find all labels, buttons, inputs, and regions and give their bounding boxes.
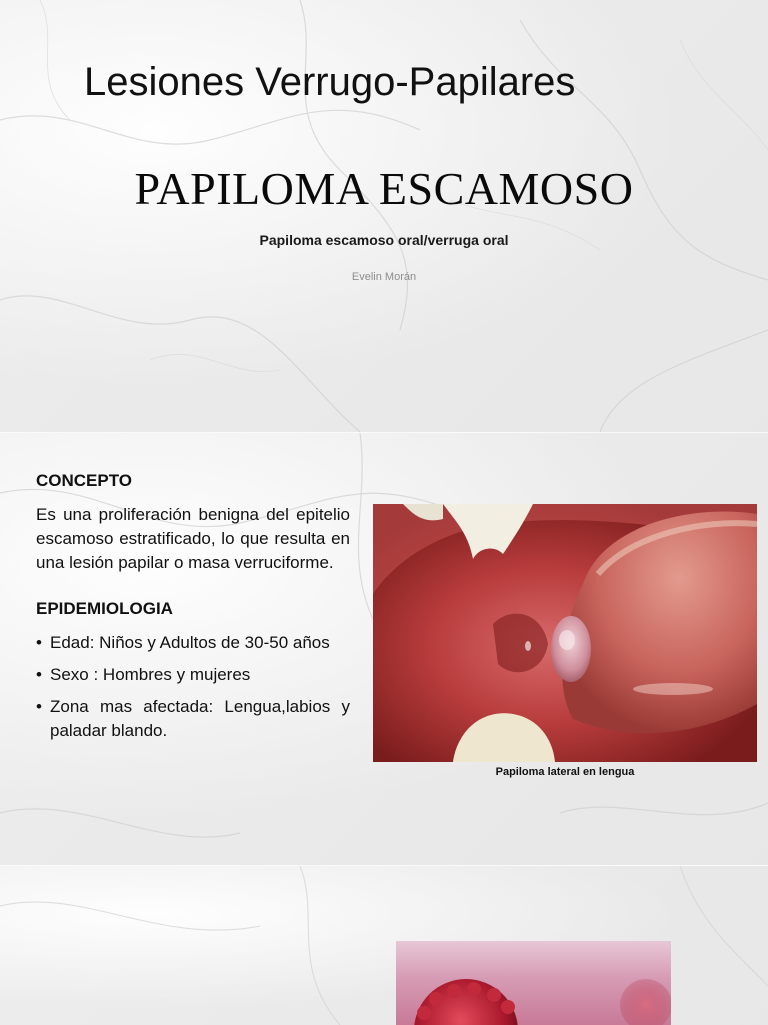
oral-papilloma-photo [373,504,757,762]
epidemiology-heading: EPIDEMIOLOGIA [36,599,173,618]
concept-text: Es una proliferación benigna del epitelio escamoso estratificado, lo que resulta en una lesión papilar o masa verruciforme. [36,505,350,572]
virus-illustration [396,941,671,1025]
photo-caption: Papiloma lateral en lengua [495,766,635,778]
text-column [36,469,350,751]
slide-heading: Lesiones Verrugo-Papilares [84,60,576,104]
list-item: • Sexo : Hombres y mujeres [36,663,350,687]
list-item: • Zona mas afectada: Lengua,labios y paladar blando. [36,695,350,743]
main-title: PAPILOMA ESCAMOSO [134,163,634,214]
author-name: Evelin Morán [351,271,417,283]
list-item: • Edad: Niños y Adultos de 30-50 años [36,631,350,655]
subtitle: Papiloma escamoso oral/verruga oral [259,232,509,248]
slide-concepto [0,432,768,866]
slide-partial [0,865,768,1025]
slide-title [0,0,768,432]
concept-heading: CONCEPTO [36,471,133,490]
epidemiology-list [36,631,350,743]
